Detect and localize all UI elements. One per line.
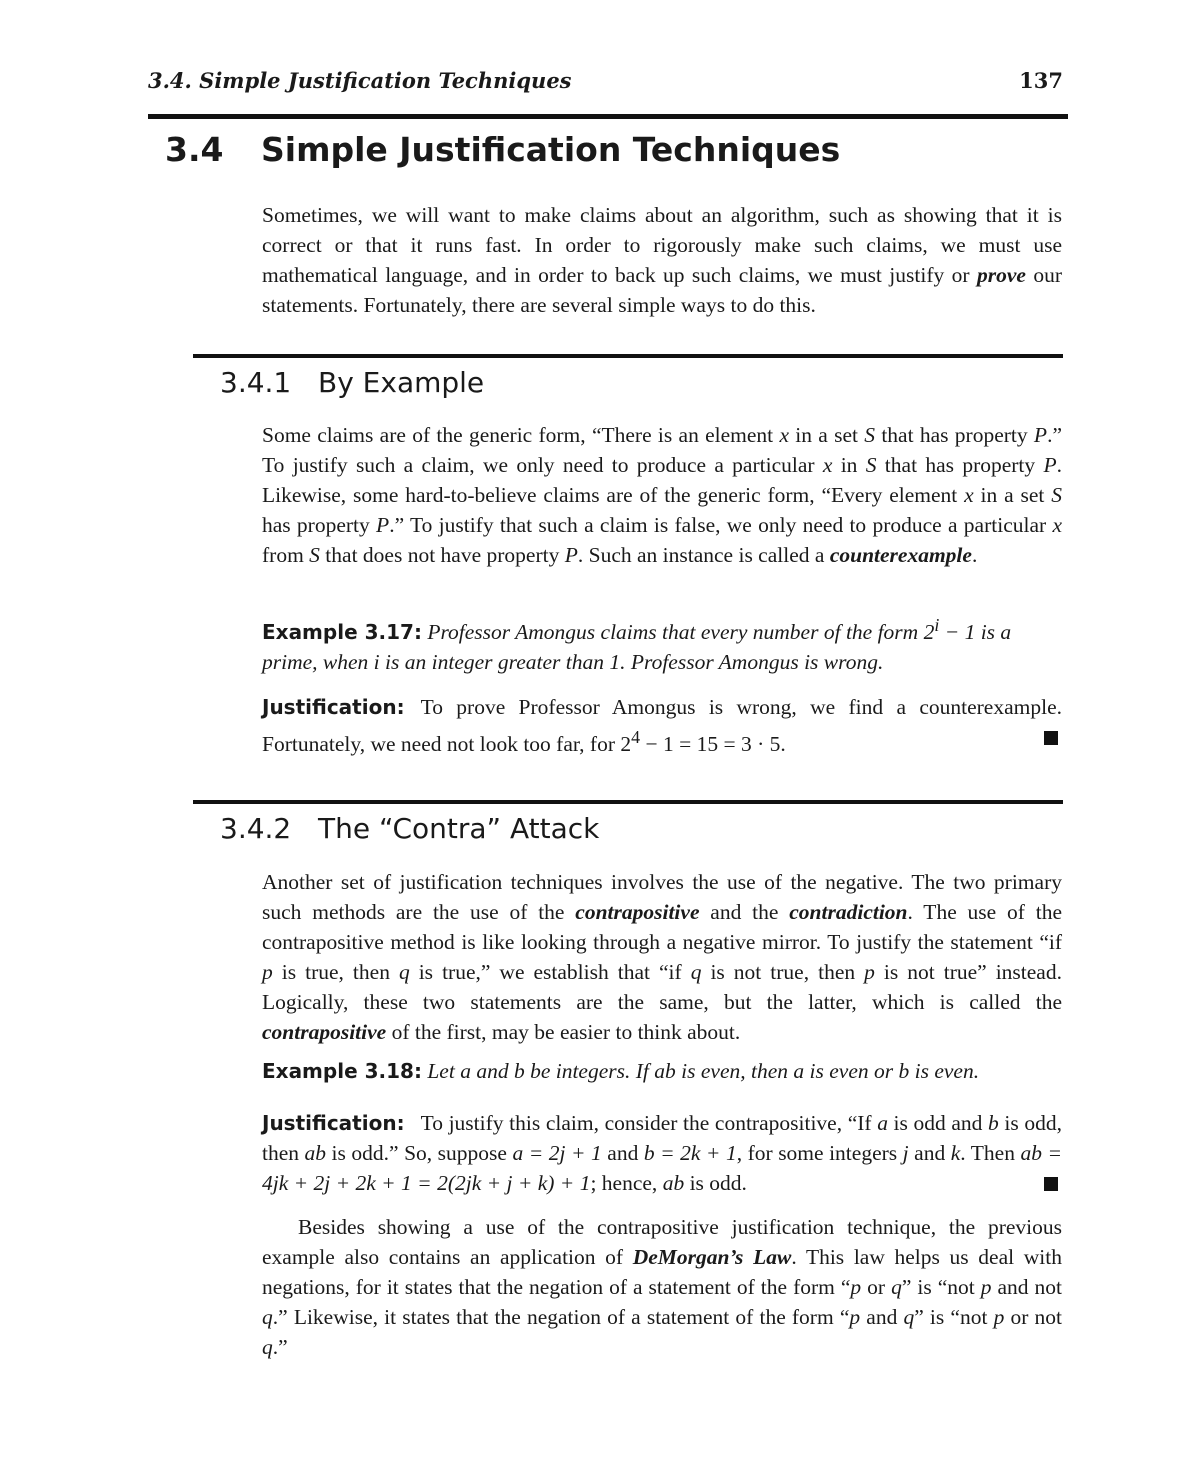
math-var: a [793,1059,805,1083]
text-run: our statements. Fortunately, there are several simple ways to do this. [262,263,1062,317]
by-example-paragraph [262,420,1062,570]
text-run: Sometimes, we will want to make claims about an algorithm, such as showing that it is correct or that it runs fast. In order to rigorously make such claims, we must use mathematical language, and in order to back up such claims, we must justify or [262,203,1062,287]
text-run: and [470,1059,514,1083]
text-run: is true,” we establish that “if [409,960,691,984]
text-run: . [971,543,978,567]
subsection-number: 3.4.1 [220,366,292,399]
math-var: i [373,650,380,675]
text-run: .” [272,1335,288,1359]
math-var: P [1043,453,1057,477]
superscript: 4 [631,727,641,747]
header-rule [148,114,1068,119]
emphasis-prove: prove [976,263,1026,287]
text-run: , for some integers [736,1141,903,1165]
text-run: is even, then [675,1059,794,1083]
text-run: . Likewise, some hard-to-believe claims are of the generic form, “Every element [262,453,1062,507]
text-run: is not true” instead. Logically, these two statements are the same, but the latter, which is called the [262,960,1062,1014]
qed-square-icon [1044,731,1058,745]
text-run: .” Likewise, it states that the negation of a statement of the form “ [272,1305,850,1329]
text-run: ; hence, [590,1171,663,1195]
math-expression: ab = 4jk + 2j + 2k + 1 = 2(2jk + j + k) + 1 [262,1141,1063,1195]
math-var: S [865,453,877,477]
contra-paragraph [262,867,1062,1047]
section-title-text: Simple Justification Techniques [261,130,841,169]
text-run: . The use of the contrapositive method is like looking through a negative mirror. To justify the statement “if [262,900,1063,954]
text-run: .” To justify that such a claim is false, we only need to produce a particular [389,513,1053,537]
demorgan-paragraph [262,1212,1062,1362]
math-var: P [376,513,390,537]
math-var: q [262,1305,273,1329]
justification-label: Justification: [262,695,405,719]
subsection-number: 3.4.2 [220,812,292,845]
emphasis-counterexample: counterexample [829,543,972,567]
text-run: is odd, then [262,1111,1062,1165]
math-var: P [1033,423,1048,447]
text-run: ” is “not [914,1305,994,1329]
math-var: p [849,1305,861,1329]
text-run: that has property [876,453,1044,477]
intro-paragraph [262,200,1062,320]
text-run: has property [262,513,377,537]
text-run: in a set [788,423,865,447]
math-var: ab [654,1059,676,1083]
math-var: q [903,1305,915,1329]
math-var: S [1051,483,1062,507]
math-var: b [898,1059,910,1083]
subsection-rule-1 [193,354,1063,358]
text-run: and [601,1141,644,1165]
example-label: Example 3.17: [262,620,422,645]
math-expression: b = 2k + 1 [643,1141,737,1165]
text-run: Some claims are of the generic form, “There is an element [262,423,780,447]
text-run: is not true, then [701,960,865,984]
math-var: S [864,423,876,447]
text-run: − 1 = 15 = 3 · 5. [640,732,786,757]
math-var: k [950,1141,961,1165]
text-run: that does not have property [319,543,565,567]
math-var: p [262,960,273,984]
running-head [148,68,1063,102]
running-title: 3.4. Simple Justification Techniques [148,68,572,93]
qed-square-icon [1044,1177,1058,1191]
text-run: and not [991,1275,1062,1299]
math-var: x [779,423,789,447]
text-run: is even. [909,1059,980,1083]
math-var: ab [304,1141,327,1165]
text-run: To prove Professor Amongus is wrong, we find a counterexample. Fortunately, we need not look too far, for 2 [262,695,1062,757]
text-run: ” is “not [901,1275,981,1299]
text-run: of the first, may be easier to think about. [386,1020,741,1044]
text-run: To justify this claim, consider the contrapositive, “If [420,1111,878,1135]
text-run: − 1 is a prime, when [262,620,1012,675]
math-var: p [864,960,875,984]
math-var: P [564,543,578,567]
example-label: Example 3.18: [262,1059,422,1083]
text-run: . Then [960,1141,1021,1165]
text-run: is an integer greater than 1. Professor Amongus is wrong. [379,650,884,675]
math-expression: a = 2j + 1 [512,1141,602,1165]
section-title [165,130,1065,169]
subsection-title-by-example [220,366,1060,399]
page-number: 137 [1019,68,1063,93]
math-var: x [964,483,974,507]
math-var: q [398,960,410,984]
math-var: a [877,1111,888,1135]
emphasis-demorgans-law: DeMorgan’s Law [632,1245,792,1269]
math-var: q [891,1275,902,1299]
example-3-18 [262,1056,1062,1086]
math-var: a [460,1059,471,1083]
subsection-title-text: The “Contra” Attack [318,812,600,845]
math-var: p [980,1275,992,1299]
math-var: q [690,960,702,984]
text-run: Professor Amongus claims that every number of the form 2 [427,620,935,645]
math-var: j [902,1141,909,1165]
text-run: . Such an instance is called a [577,543,830,567]
text-run: or [861,1275,892,1299]
text-run: and [860,1305,904,1329]
math-var: b [513,1059,525,1083]
text-run: that has property [875,423,1034,447]
math-var: b [988,1111,999,1135]
text-run: is even or [804,1059,899,1083]
text-run: be integers. If [524,1059,655,1083]
subsection-title-text: By Example [318,366,485,399]
subsection-rule-2 [193,800,1063,804]
emphasis-contrapositive: contrapositive [262,1020,387,1044]
text-run: is odd and [887,1111,989,1135]
math-var: x [1052,513,1062,537]
math-var: p [993,1305,1005,1329]
text-run: in [832,453,866,477]
justification-label: Justification: [262,1111,405,1135]
math-var: ab [662,1171,685,1195]
text-run: is odd.” So, suppose [326,1141,513,1165]
text-run: .” To justify such a claim, we only need to produce a particular [262,423,1062,477]
text-run: . This law helps us deal with negations, for it states that the negation of a statement of the form “ [262,1245,1062,1299]
emphasis-contradiction: contradiction [789,900,908,924]
text-run: Another set of justification techniques involves the use of the negative. The two primary such methods are the use of the [262,870,1062,924]
text-run: and the [699,900,790,924]
math-var: S [309,543,320,567]
text-run: from [262,543,310,567]
text-run: is true, then [272,960,399,984]
section-number: 3.4 [165,130,224,169]
text-run: is odd. [684,1171,747,1195]
text-run: Besides showing a use of the contrapositive justification technique, the previous example also contains an application of [262,1215,1062,1269]
math-var: x [822,453,833,477]
justification-3-18 [262,1108,1062,1198]
text-run: Let [427,1059,461,1083]
text-run: or not [1004,1305,1062,1329]
superscript: i [934,615,940,635]
math-var: q [262,1335,273,1359]
justification-3-17 [262,692,1062,759]
emphasis-contrapositive: contrapositive [575,900,700,924]
math-var: p [850,1275,862,1299]
text-run: and [908,1141,951,1165]
text-run: in a set [973,483,1052,507]
example-3-17 [262,610,1062,677]
subsection-title-contra-attack [220,812,1060,845]
